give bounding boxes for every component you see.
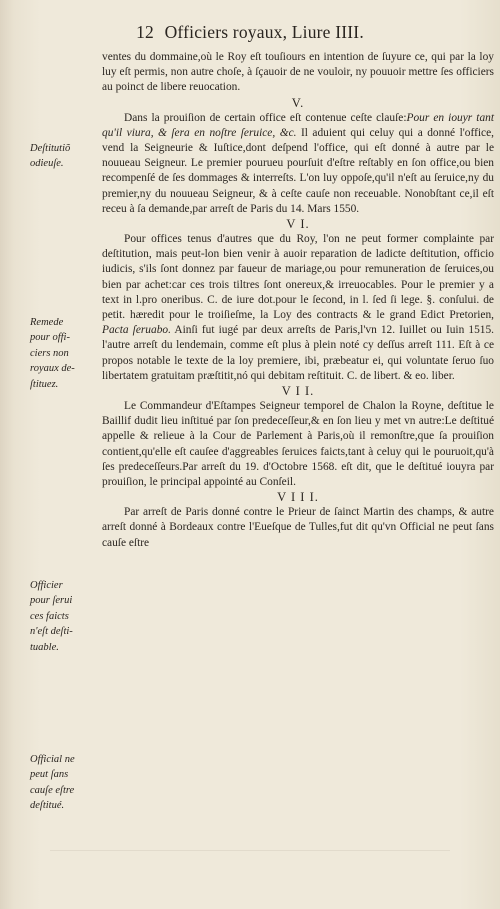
margin-note-line: ciers non [30,347,69,359]
margin-note-line: tuable. [30,641,59,653]
text-run: Pour offices tenus d'autres que du Roy, l'on ne peut former complainte par deſtitution, mais peut-lon bien venir à auoir reparation de ladicte deſtitution, officio iudicis, s'ils ſont donnez par faueur de mariage,ou pour remuneration de ſeruices,ou bien par achet:car ces trois tiltres ſont onereux,& irreuocables. Pour le premier y a text in l.pro oneribus. C. de iure dot.pour le ſecond, in l. ſed ſi lege. §. conſului. de petit. hæredit pour le troiſieſme, la Loy des contracts & le grand Edict Pretorien, [102,233,494,322]
margin-note-line: royaux de- [30,363,75,375]
margin-note-line: peut ſans [30,769,69,781]
text-run: Il aduient qui celuy qui a donné l'office, vend la Seigneurie & Iuſtice,dont deſpend l'office, qui eſt donné à autre par le nouueau Seigneur. Le premier pourueu pourſuit d'eſtre reſtably en ſon office,ou bien recompenſé de ſes dommages & interreſts. L'on luy oppoſe,qu'il n'eſt au ſeruice,ny du premier,ny du nouueau Seigneur, & à ceſte cauſe non receuable. Nonobſtant ce,il eſt receu à ſa demande,par arreſt de Paris du 14. Mars 1550. [102,126,494,215]
margin-note-destitution-odieuse [30,141,98,172]
italic-quotation: Pacta ſeruabo. [102,324,171,337]
paragraph-article-8: Par arreſt de Paris donné contre le Prieur de ſainct Martin des champs, & autre arreſt donné à Bordeaux contre l'Eueſque de Tulles,fut dit qu'vn Official ne peut ſans cauſe eſtre [102,506,494,549]
margin-note-line: Deſtitutiõ [30,143,71,154]
margin-note-line: Official ne [30,754,75,765]
page-number: 12 [136,22,154,42]
margin-note-line: deſtitué. [30,800,65,812]
margin-note-line: ſtituez. [30,378,59,390]
paragraph-continuation: ventes du dommaine,où le Roy eſt touſiours en intention de ſuyure ce, qui par la loy luy eſt permis, non autre choſe, à ſçauoir de ne vouloir, ny pouuoir mettre ſes officiers au poinct de libere reuocation. [102,51,494,94]
italic-quotation: Pour en iouyr tant qu'il viura, & ſera en noſtre ſeruice, &c. [102,111,494,139]
paragraph-article-5 [102,111,494,217]
margin-note-line: n'eſt deſti- [30,626,73,638]
article-number-6: V I. [286,217,310,232]
margin-note-official [30,752,98,814]
paragraph-article-6 [102,232,494,384]
paragraph-article-7: Le Commandeur d'Eſtampes Seigneur temporel de Chalon la Royne, deſtitue le Baillif dudit lieu inſtitué par ſon predeceſſeur,& en ſon lieu y met vn autre:Le deſtitué appelle & relieue à la Cour de Parlement à Paris,où il remonſtre,que ſa prouiſion contient,qu'elle eſt cauſee d'aggreables ſeruices faicts,tant à celuy qui le pouruoit,qu'à ſes predeceſſeurs.Par arreſt du 19. d'Octobre 1568. eſt dit, que le deſtitué iouyra par prouiſion, le principal appointé au Conſeil. [102,400,494,489]
margin-note-line: cauſe eſtre [30,784,75,796]
article-number-8: V I I I. [277,490,319,505]
article-number-5: V. [291,95,305,110]
page-bottom-shade [50,850,450,851]
running-title: Officiers royaux, Liure IIII. [164,22,364,42]
margin-note-line: Remede [30,317,64,328]
margin-note-line: ces faicts [30,610,69,622]
margin-note-line: odieuſe. [30,158,64,170]
text-run: Ainſi fut iugé par deux arreſts de Paris,l'vn 12. Iuillet ou Iuin 1515. l'autre arreſt du lendemain, comme eſt plus à plein noté cy deſſus arreſt 111. Eſt à ce propos notable le texte de la loy premiere, ibi, præbeatur ei, qui voluntate ſeruo ſuo libertatem gratuitam præſtitit,nó qui debitam reſtituit. C. de libert. & eo. liber. [102,324,494,382]
margin-note-line: pour offi- [30,332,70,344]
article-number-7: V I I. [281,384,315,399]
margin-note-line: Officier [30,580,63,591]
margin-note-line: pour ſerui [30,595,73,607]
text-run: Dans la prouiſion de certain office eſt contenue ceſte clauſe: [124,111,407,124]
running-header [0,22,500,43]
margin-note-remede [30,315,98,392]
margin-note-officier [30,578,98,655]
main-text-column [102,50,494,551]
